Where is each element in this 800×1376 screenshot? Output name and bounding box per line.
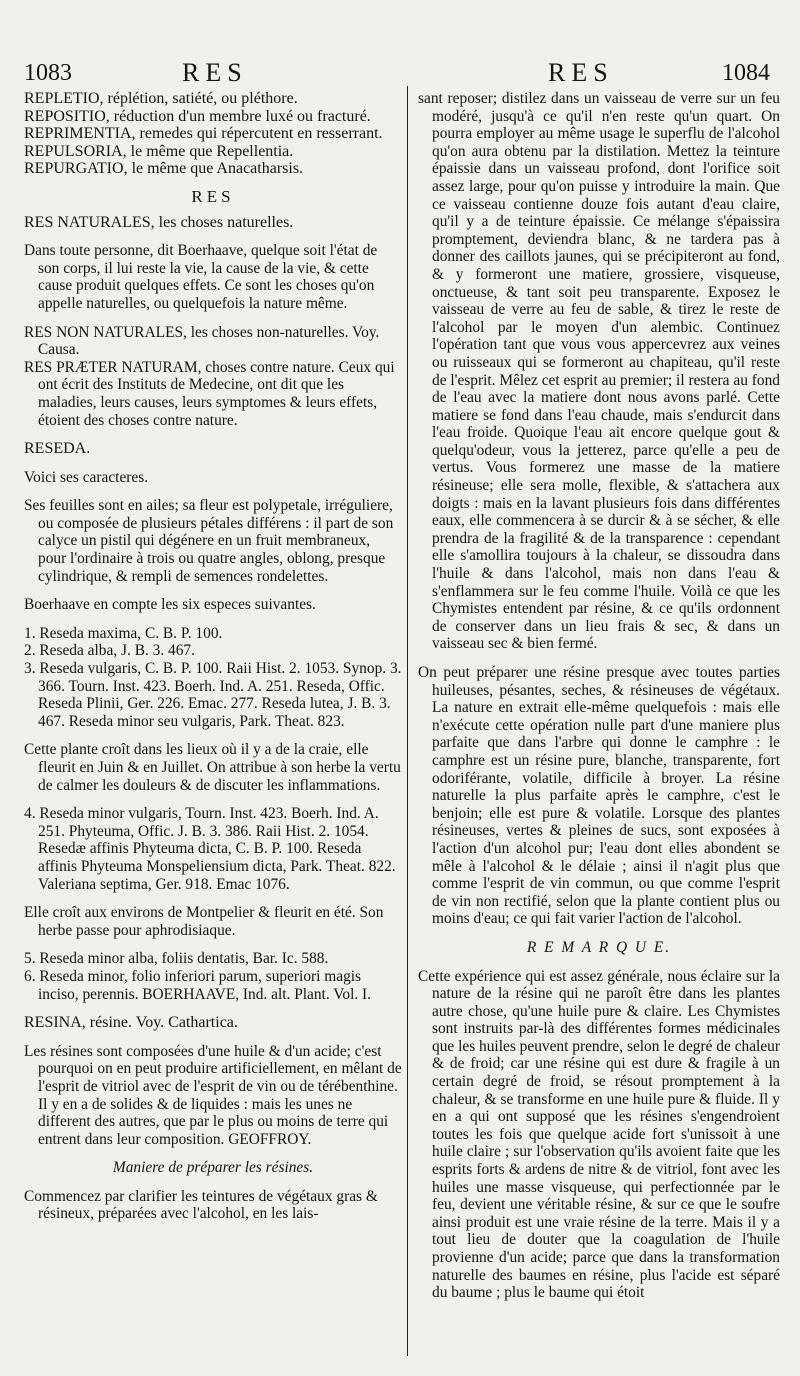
species-item: 1. Reseda maxima, C. B. P. 100. — [24, 624, 223, 642]
entry-repurgatio: REPURGATIO, le même que Anacatharsis. — [24, 160, 304, 178]
column-divider — [407, 86, 408, 1356]
right-page-number: 1084 — [722, 60, 770, 86]
paragraph-resines: Les résines sont composées d'une huile & d'un acide; c'est pourquoi on en peut produire artificiellement, en mêlant de l'esprit de vitriol avec de l'esprit de vin ou de térébenthine. Il y en a de solides & de liquides : mais les unes ne different des autres, que par le plus ou moins de terre qui entrent dans leur composition. GEOFFROY. — [24, 1042, 402, 1148]
paragraph-plante: Cette plante croît dans les lieux où il y a de la craie, elle fleurit en Juin & en Juillet. On attribue à son herbe la vertu de calmer les douleurs & de discuter les inflammations. — [24, 741, 401, 794]
paragraph-resine-nature: On peut préparer une résine presque avec toutes parties huileuses, pésantes, seches, & résineuses de végétaux. La nature en extrait elle-même quelquefois : mais elle n'exécute cette opération nulle part d'une maniere plus parfaite que dans l'arbre qui donne le camphre : le camphre est un résine pure, blanche, transparente, fort odoriférante, volatile, difficile à broyer. La résine naturelle la plus parfaite après le camphre, c'est le benjoin; elle est pure & volatile. Lorsque des plantes résineuses, vertes & pleines de sucs, sont exposées à l'action d'un alcohol pur; l'eau dont elles abondent se mêle à l'alcohol & le délaie ; ainsi il n'agit plus que comme l'esprit de vin commun, ou que comme l'esprit de vin non rectifié, selon que la plante contient plus ou moins d'eau; ce qui fait varier l'action de l'alcohol. — [418, 664, 780, 928]
entries-top — [24, 90, 402, 178]
entry-res-naturales: RES NATURALES, les choses naturelles. — [24, 213, 294, 231]
entry-reprimentia: REPRIMENTIA, remedes qui répercutent en resserrant. — [24, 125, 383, 143]
left-page-number: 1083 — [24, 60, 72, 86]
subheading-maniere: Maniere de préparer les résines. — [112, 1159, 314, 1177]
right-running-head: RES — [548, 58, 614, 87]
paragraph-montpelier: Elle croît aux environs de Montpelier & fleurit en été. Son herbe passe pour aphrodisiaque. — [24, 904, 384, 939]
entry-reseda: RESEDA. — [24, 440, 91, 458]
species-item: 2. Reseda alba, J. B. 3. 467. — [24, 642, 195, 660]
species-item-4: 4. Reseda minor vulgaris, Tourn. Inst. 423. Boerh. Ind. A. 251. Phyteuma, Offic. J. B. 3. 386. Raii Hist. 2. 1054. Resedæ affinis Phyteuma dicta, C. B. P. 100. Reseda affinis Phyteuma Monspeliensium dicta, Park. Theat. 822. Valeriana septima, Ger. 918. Emac 1076. — [24, 805, 396, 893]
entry-repletio: REPLETIO, réplétion, satiété, ou pléthore. — [24, 90, 298, 107]
left-column — [24, 90, 402, 1234]
entry-repositio: REPOSITIO, réduction d'un membre luxé ou fracturé. — [24, 107, 371, 125]
paragraph-boerhaave: Dans toute personne, dit Boerhaave, quelque soit l'état de son corps, il lui reste la vie, la cause de la vie, & cette cause produit quelques effets. Ce sont les choses qu'on appelle naturelles, ou quelquefois la nature même. — [24, 242, 378, 312]
paragraph-commencez: Commencez par clarifier les teintures de végétaux gras & résineux, préparées avec l'alcohol, en les lais- — [24, 1187, 378, 1223]
paragraph-especes: Boerhaave en compte les six especes suivantes. — [24, 596, 316, 614]
paragraph-feuilles: Ses feuilles sont en ailes; sa fleur est polypetale, irréguliere, ou composée de plusieurs pétales différens : il part de son calyce un pistil qui dégénere en un fruit membraneux, pour l'ordinaire à trois ou quatre angles, oblong, presque cylindrique, & rempli de semences rondelettes. — [24, 497, 394, 585]
species-list-b — [24, 950, 402, 1003]
entry-res-non-naturales: RES NON NATURALES, les choses non-naturelles. Voy. Causa. — [24, 323, 380, 359]
species-item: 3. Reseda vulgaris, C. B. P. 100. Raii Hist. 2. 1053. Synop. 3. 366. Tourn. Inst. 423. Boerh. Ind. A. 251. Reseda, Offic. Reseda Plinii, Ger. 226. Emac. 277. Reseda lutea, J. B. 3. 467. Reseda minor seu vulgaris, Park. Theat. 823. — [24, 660, 402, 730]
species-item: 6. Reseda minor, folio inferiori parum, superiori magis inciso, perennis. BOERHAAVE, Ind. alt. Plant. Vol. I. — [24, 967, 372, 1003]
section-heading-res: RES — [191, 186, 235, 206]
entry-resina: RESINA, résine. Voy. Cathartica. — [24, 1014, 238, 1032]
entry-res-praeter-naturam: RES PRÆTER NATURAM, choses contre nature. Ceux qui ont écrit des Instituts de Medecine, ont dit que les maladies, leurs causes, leurs symptomes & leurs effets, étoient des choses contre nature. — [24, 358, 395, 429]
entry-repulsoria: REPULSORIA, le même que Repellentia. — [24, 142, 294, 160]
species-item: 5. Reseda minor alba, foliis dentatis, Bar. Ic. 588. — [24, 950, 329, 968]
left-running-head: RES — [182, 58, 248, 87]
right-column — [418, 90, 780, 1313]
subheading-remarque: R E M A R Q U E. — [526, 938, 672, 956]
paragraph-caracteres: Voici ses caracteres. — [24, 468, 149, 486]
paragraph-preparation: sant reposer; distilez dans un vaisseau de verre sur un feu modéré, jusqu'à ce qu'il n'en reste qu'un quart. On pourra employer au même usage le superflu de l'alcohol qu'on aura obtenu par la distilation. Mettez la teinture épaissie dans un vaisseau profond, dont l'orifice soit assez large, pour qu'on puisse y introduire la main. Que ce vaisseau contienne douze fois autant d'eau claire, qu'il y a de teinture épaissie. Ce mélange s'épaissira promptement, deviendra blanc, & ne tardera pas à donner des caillots jaunes, qui se précipiteront au fond, & y formeront une matiere, grossiere, visqueuse, onctueuse, & tant soit peu transparente. Exposez le vaisseau de verre au feu de sable, & tirez le reste de l'alcohol par le moyen d'un alembic. Continuez l'opération tant que vous vous appercevrez aux veines ou ruisseaux qui se formeront au chapiteau, qu'il reste de l'esprit. Mêlez cet esprit au premier; il restera au fond de l'eau avec la matiere dont nous avons parlé. Cette matiere se fond dans l'eau chaude, mais s'endurcit dans l'eau froide. Quoique l'eau ait encore quelque gout & quelqu'odeur, vous la jetterez, parce qu'elle a peu de vertus. Vous formerez une masse de la matiere résineuse; elle sera molle, flexible, & s'attachera aux doigts : mais en la lavant plusieurs fois dans différentes eaux, elle commencera à se durcir & à se sécher, & elle prendra de la fragilité & de la transparence : cependant elle s'amollira toujours à la chaleur, se dissoudra dans l'huile & dans l'alcohol, mais non dans l'eau & s'enflammera sur le feu comme l'huile. Voilà ce que les Chymistes entendent par résine, & ce qu'ils ordonnent de conserver dans un lieu frais & sec, & dans un vaisseau sec & bien fermé. — [418, 90, 780, 653]
species-list-a — [24, 625, 402, 731]
paragraph-remarque: Cette expérience qui est assez générale, nous éclaire sur la nature de la résine qui ne paroît être dans les plantes autre chose, qu'une huile pure & claire. Les Chymistes sont instruits par-là des différentes formes médicinales que les huiles peuvent prendre, selon le degré de chaleur & de froid; car une résine qui est dure & fragile à un certain degré de froid, se résout promptement à la chaleur, & se transforme en une huile pure & fluide. Il y en a qui ont supposé que les résines s'engendroient toutes les fois que quelque acide fort s'unissoit à une huile claire ; sur l'observation qu'ils avoient faite que les esprits forts & ardens de nitre & de vitriol, font avec les huiles une masse visqueuse, qui perfectionnée par le feu, devient une véritable résine, & sur ce que le soufre ainsi produit est une vraie résine de la terre. Mais il y a tout lieu de douter que la coagulation de l'huile provienne d'un acide; parce que dans la transformation naturelle des baumes en résine, plus l'acide est séparé du baume ; plus le baume qui étoit — [418, 967, 780, 1302]
